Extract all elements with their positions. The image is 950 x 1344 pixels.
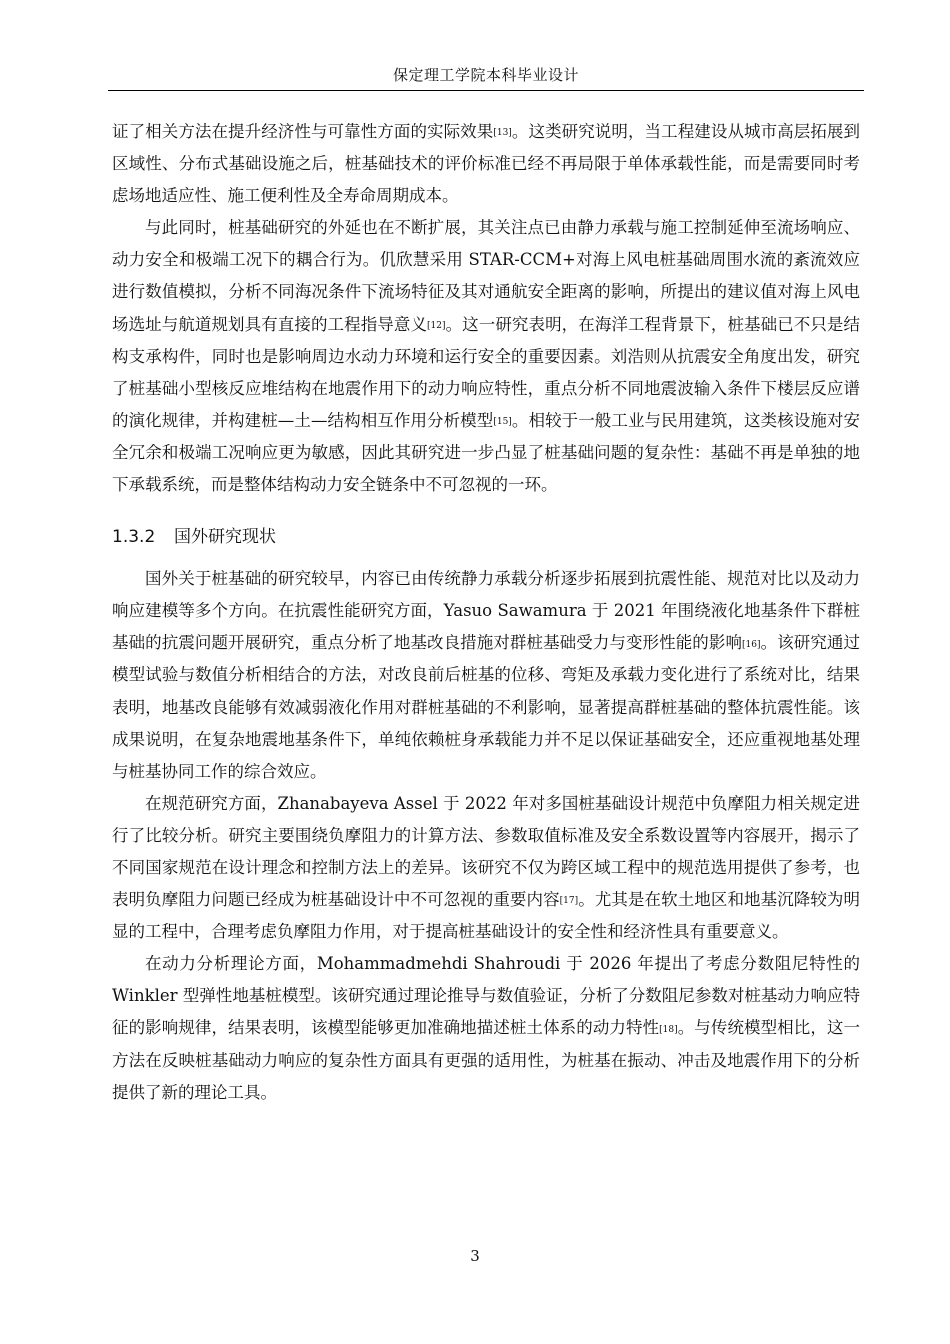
paragraph: 在规范研究方面，Zhanabayeva Assel 于 2022 年对多国桩基础设计规范中负摩阻力相关规定进行了比较分析。研究主要围绕负摩阻力的计算方法、参数取值标准及安全系数设置等内容展开，揭示了不同国家规范在设计理念和控制方法上的差异。该研究不仅为跨区域工程中的规范选用提供了参考，也表明负摩阻力问题已经成为桩基础设计中不可忽视的重要内容[17]。尤其是在软土地区和地基沉降较为明显的工程中，合理考虑负摩阻力作用，对于提高桩基础设计的安全性和经济性具有重要意义。: [112, 793, 861, 942]
paragraph: 国外关于桩基础的研究较早，内容已由传统静力承载分析逐步拓展到抗震性能、规范对比以及动力响应建模等多个方向。在抗震性能研究方面，Yasuo Sawamura 于 2021 年围绕液化地基条件下群桩基础的抗震问题开展研究，重点分析了地基改良措施对群桩基础受力与变形性能的影响[16]。该研究通过模型试验与数值分析相结合的方法，对改良前后桩基的位移、弯矩及承载力变化进行了系统对比，结果表明，地基改良能够有效减弱液化作用对群桩基础的不利影响，显著提高群桩基础的整体抗震性能。该成果说明，在复杂地震地基条件下，单纯依赖桩身承载能力并不足以保证基础安全，还应重视地基处理与桩基协同工作的综合效应。: [112, 569, 861, 781]
citation[interactable]: [17]: [559, 896, 579, 907]
section-heading: [112, 523, 860, 551]
header-rule: [108, 90, 864, 91]
paragraph: 证了相关方法在提升经济性与可靠性方面的实际效果[13]。这类研究说明，当工程建设从城市高层拓展到区域性、分布式基础设施之后，桩基础技术的评价标准已经不再局限于单体承载性能，而是需要同时考虑场地适应性、施工便利性及全寿命周期成本。: [112, 122, 861, 206]
body-text: [112, 116, 860, 1109]
citation[interactable]: [18]: [659, 1024, 678, 1035]
citation[interactable]: [16]: [742, 639, 761, 650]
section-number: 1.3.2: [112, 527, 156, 548]
citation[interactable]: [13]: [493, 128, 512, 139]
running-header: 保定理工学院本科毕业设计: [392, 66, 579, 84]
paragraph: 在动力分析理论方面，Mohammadmehdi Shahroudi 于 2026 年提出了考虑分数阻尼特性的 Winkler 型弹性地基桩模型。该研究通过理论推导与数值验证，分析了分数阻尼参数对桩基动力响应特征的影响规律，结果表明，该模型能够更加准确地描述桩土体系的动力特性[18]。与传统模型相比，这一方法在反映桩基础动力响应的复杂性方面具有更强的适用性，为桩基在振动、冲击及地震作用下的分析提供了新的理论工具。: [112, 954, 861, 1102]
citation[interactable]: [15]: [493, 417, 512, 428]
citation[interactable]: [12]: [427, 320, 446, 331]
page-number: 3: [470, 1247, 480, 1265]
paragraph: 与此同时，桩基础研究的外延也在不断扩展，其关注点已由静力承载与施工控制延伸至流场响应、动力安全和极端工况下的耦合行为。仉欣慧采用 STAR-CCM+对海上风电桩基础周围水流的紊流效应进行数值模拟，分析不同海况条件下流场特征及其对通航安全距离的影响，所提出的建议值对海上风电场选址与航道规划具有直接的工程指导意义[12]。这一研究表明，在海洋工程背景下，桩基础已不只是结构支承构件，同时也是影响周边水动力环境和运行安全的重要因素。刘浩则从抗震安全角度出发，研究了桩基础小型核反应堆结构在地震作用下的动力响应特性，重点分析不同地震波输入条件下楼层反应谱的演化规律，并构建桩—土—结构相互作用分析模型[15]。相较于一般工业与民用建筑，这类核设施对安全冗余和极端工况响应更为敏感，因此其研究进一步凸显了桩基础问题的复杂性：基础不再是单独的地下承载系统，而是整体结构动力安全链条中不可忽视的一环。: [112, 218, 861, 495]
section-title: 国外研究现状: [174, 527, 276, 548]
